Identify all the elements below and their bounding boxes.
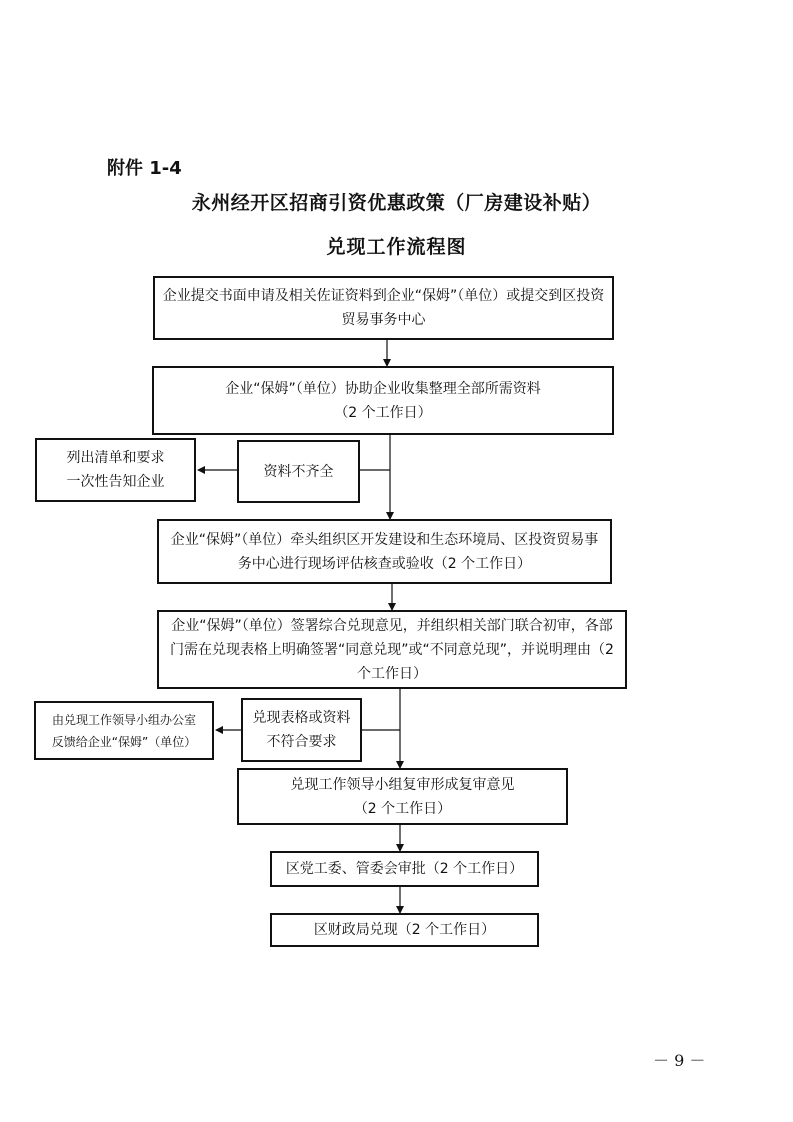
step6-box [270, 851, 539, 887]
branch2-result-box [34, 701, 214, 760]
branch2-result-line2: 反馈给企业“保姆”（单位） [51, 734, 197, 749]
step4-box [157, 610, 627, 689]
branch2-condition-box [241, 698, 362, 762]
attachment-label: 附件 1-4 [107, 158, 182, 179]
step5-box [237, 768, 568, 825]
branch2-condition-text: 兑现表格或资料不符合要求 [252, 710, 351, 750]
step2-box [152, 366, 614, 435]
branch2-result-line1: 由兑现工作领导小组办公室 [51, 712, 196, 727]
step5-time: （2 个工作日） [353, 800, 452, 817]
step1-box [153, 276, 614, 340]
step6-text: 区党工委、管委会审批（2 个工作日） [285, 861, 524, 877]
step5-text: 兑现工作领导小组复审形成复审意见 [290, 776, 515, 793]
step4-text: 企业“保姆”（单位）签署综合兑现意见，并组织相关部门联合初审，各部门需在兑现表格上明确签署“同意兑现”或“不同意兑现”，并说明理由（2 个工作日） [170, 617, 614, 682]
branch1-result-line2: 一次性告知企业 [66, 474, 165, 490]
step3-text: 企业“保姆”（单位）牵头组织区开发建设和生态环境局、区投资贸易事务中心进行现场评估核查或验收（2 个工作日） [170, 531, 599, 572]
document-subtitle: 兑现工作流程图 [326, 236, 467, 258]
step1-text: 企业提交书面申请及相关佐证资料到企业“保姆”（单位）或提交到区投资贸易事务中心 [162, 288, 605, 328]
branch1-result-line1: 列出清单和要求 [66, 450, 165, 466]
step2-text: 企业“保姆”（单位）协助企业收集整理全部所需资料 [225, 380, 541, 397]
document-title: 永州经开区招商引资优惠政策（厂房建设补贴） [191, 192, 602, 214]
branch1-condition-box [237, 440, 360, 503]
branch1-result-box [35, 438, 196, 502]
page-number: － 9 － [653, 1051, 706, 1070]
step3-box [157, 519, 612, 584]
step7-box [270, 913, 539, 947]
step2-time: （2 个工作日） [334, 404, 432, 421]
step7-text: 区财政局兑现（2 个工作日） [313, 922, 496, 938]
branch1-condition-text: 资料不齐全 [263, 463, 334, 480]
